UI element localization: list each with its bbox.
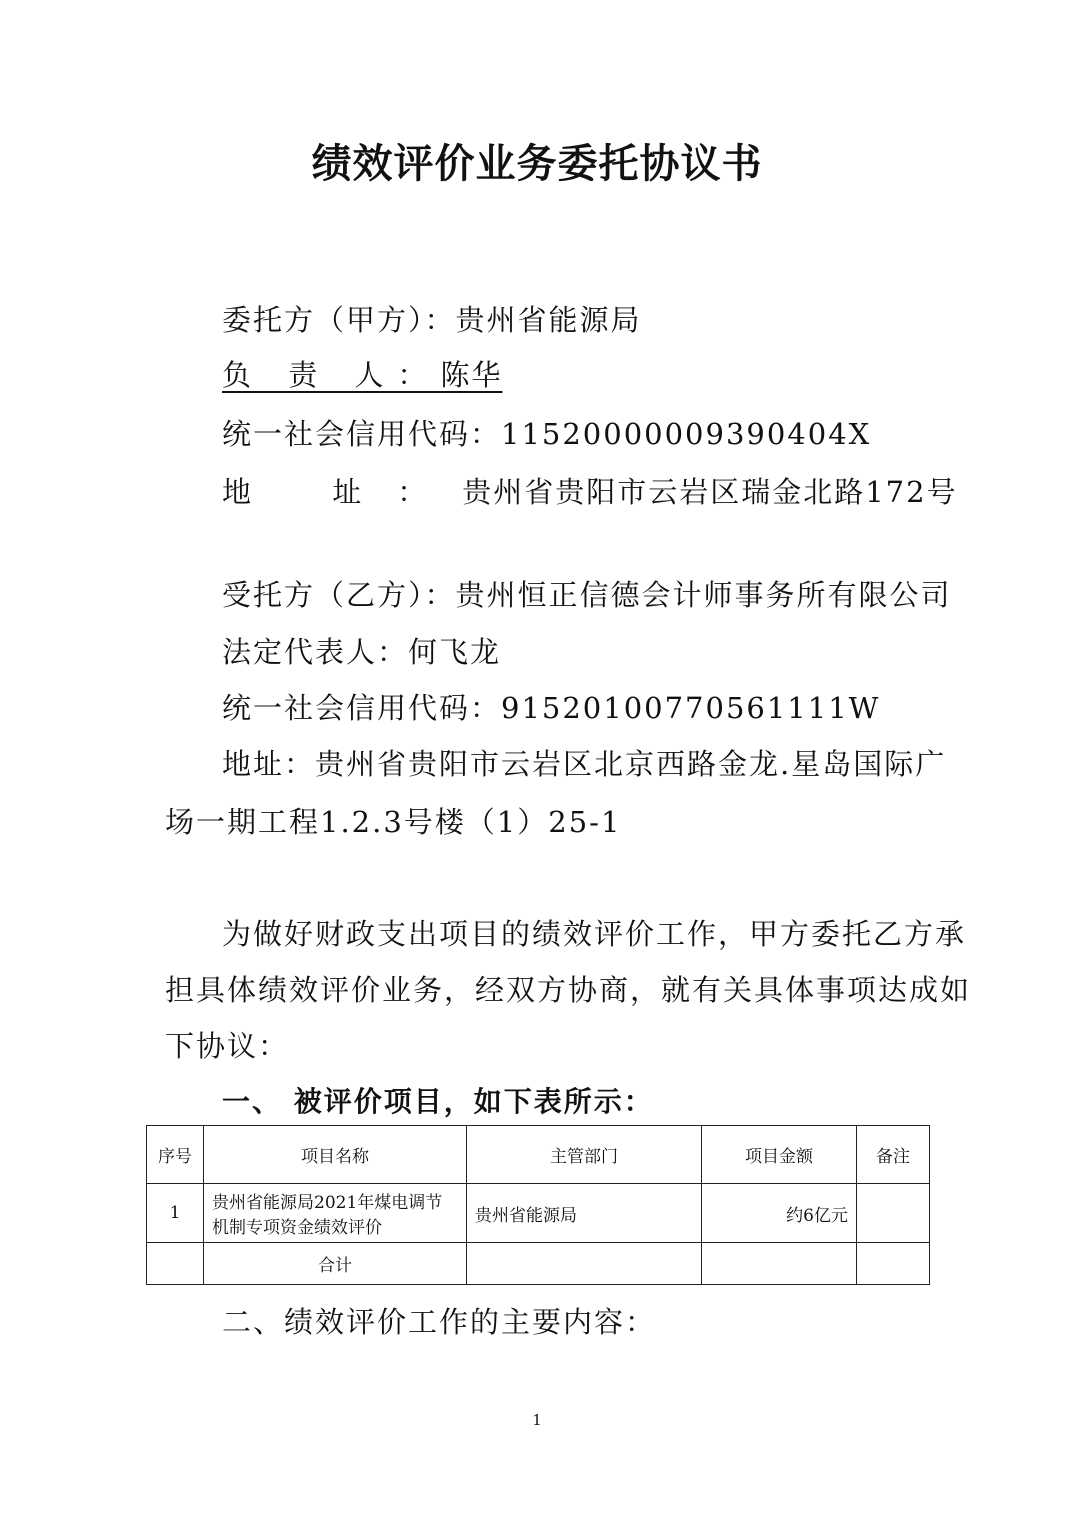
page-number: 1 xyxy=(532,1411,542,1429)
party-a-head xyxy=(222,353,502,394)
party-a-entrust: 委托方（甲方）：贵州省能源局 xyxy=(222,303,642,337)
cell-project-name: 贵州省能源局2021年煤电调节机制专项资金绩效评价 xyxy=(204,1184,467,1243)
document-title: 绩效评价业务委托协议书 xyxy=(311,141,763,187)
party-b-address-line2: 场一期工程1.2.3号楼（1）25-1 xyxy=(165,805,622,839)
intro-line3: 下协议： xyxy=(165,1029,290,1063)
project-table xyxy=(146,1125,930,1285)
table-header-row xyxy=(147,1126,930,1184)
section-1-heading: 一、 被评价项目，如下表所示： xyxy=(222,1085,654,1118)
party-a-address-label: 地 址： xyxy=(222,475,463,509)
party-b-credit-code: 统一社会信用代码：91520100770561111W xyxy=(222,691,881,725)
cell-note xyxy=(857,1243,930,1285)
cell-amount: 约6亿元 xyxy=(702,1184,857,1243)
party-b-entrust: 受托方（乙方）：贵州恒正信德会计师事务所有限公司 xyxy=(222,578,952,612)
intro-line1: 为做好财政支出项目的绩效评价工作，甲方委托乙方承 xyxy=(222,917,967,951)
header-amount: 项目金额 xyxy=(702,1126,857,1184)
header-no: 序号 xyxy=(147,1126,204,1184)
header-project-name: 项目名称 xyxy=(204,1126,467,1184)
section-2-heading: 二、绩效评价工作的主要内容： xyxy=(222,1305,657,1339)
party-a-address xyxy=(222,470,958,511)
party-b-representative: 法定代表人：何飞龙 xyxy=(222,635,502,669)
party-a-head-label: 负 责 人： xyxy=(222,358,441,392)
cell-no: 1 xyxy=(147,1184,204,1243)
cell-department: 贵州省能源局 xyxy=(467,1184,702,1243)
party-a-head-name: 陈华 xyxy=(440,358,503,392)
cell-note xyxy=(857,1184,930,1243)
header-note: 备注 xyxy=(857,1126,930,1184)
cell-department xyxy=(467,1243,702,1285)
table-total-row xyxy=(147,1243,930,1285)
table-row xyxy=(147,1184,930,1243)
intro-line2: 担具体绩效评价业务，经双方协商，就有关具体事项达成如 xyxy=(165,973,972,1007)
party-a-credit-code: 统一社会信用代码：11520000009390404X xyxy=(222,417,872,451)
party-a-address-value: 贵州省贵阳市云岩区瑞金北路172号 xyxy=(462,475,958,509)
party-b-address-line1: 地址：贵州省贵阳市云岩区北京西路金龙.星岛国际广 xyxy=(222,747,947,781)
cell-no xyxy=(147,1243,204,1285)
cell-amount xyxy=(702,1243,857,1285)
cell-total-label: 合计 xyxy=(204,1243,467,1285)
header-department: 主管部门 xyxy=(467,1126,702,1184)
